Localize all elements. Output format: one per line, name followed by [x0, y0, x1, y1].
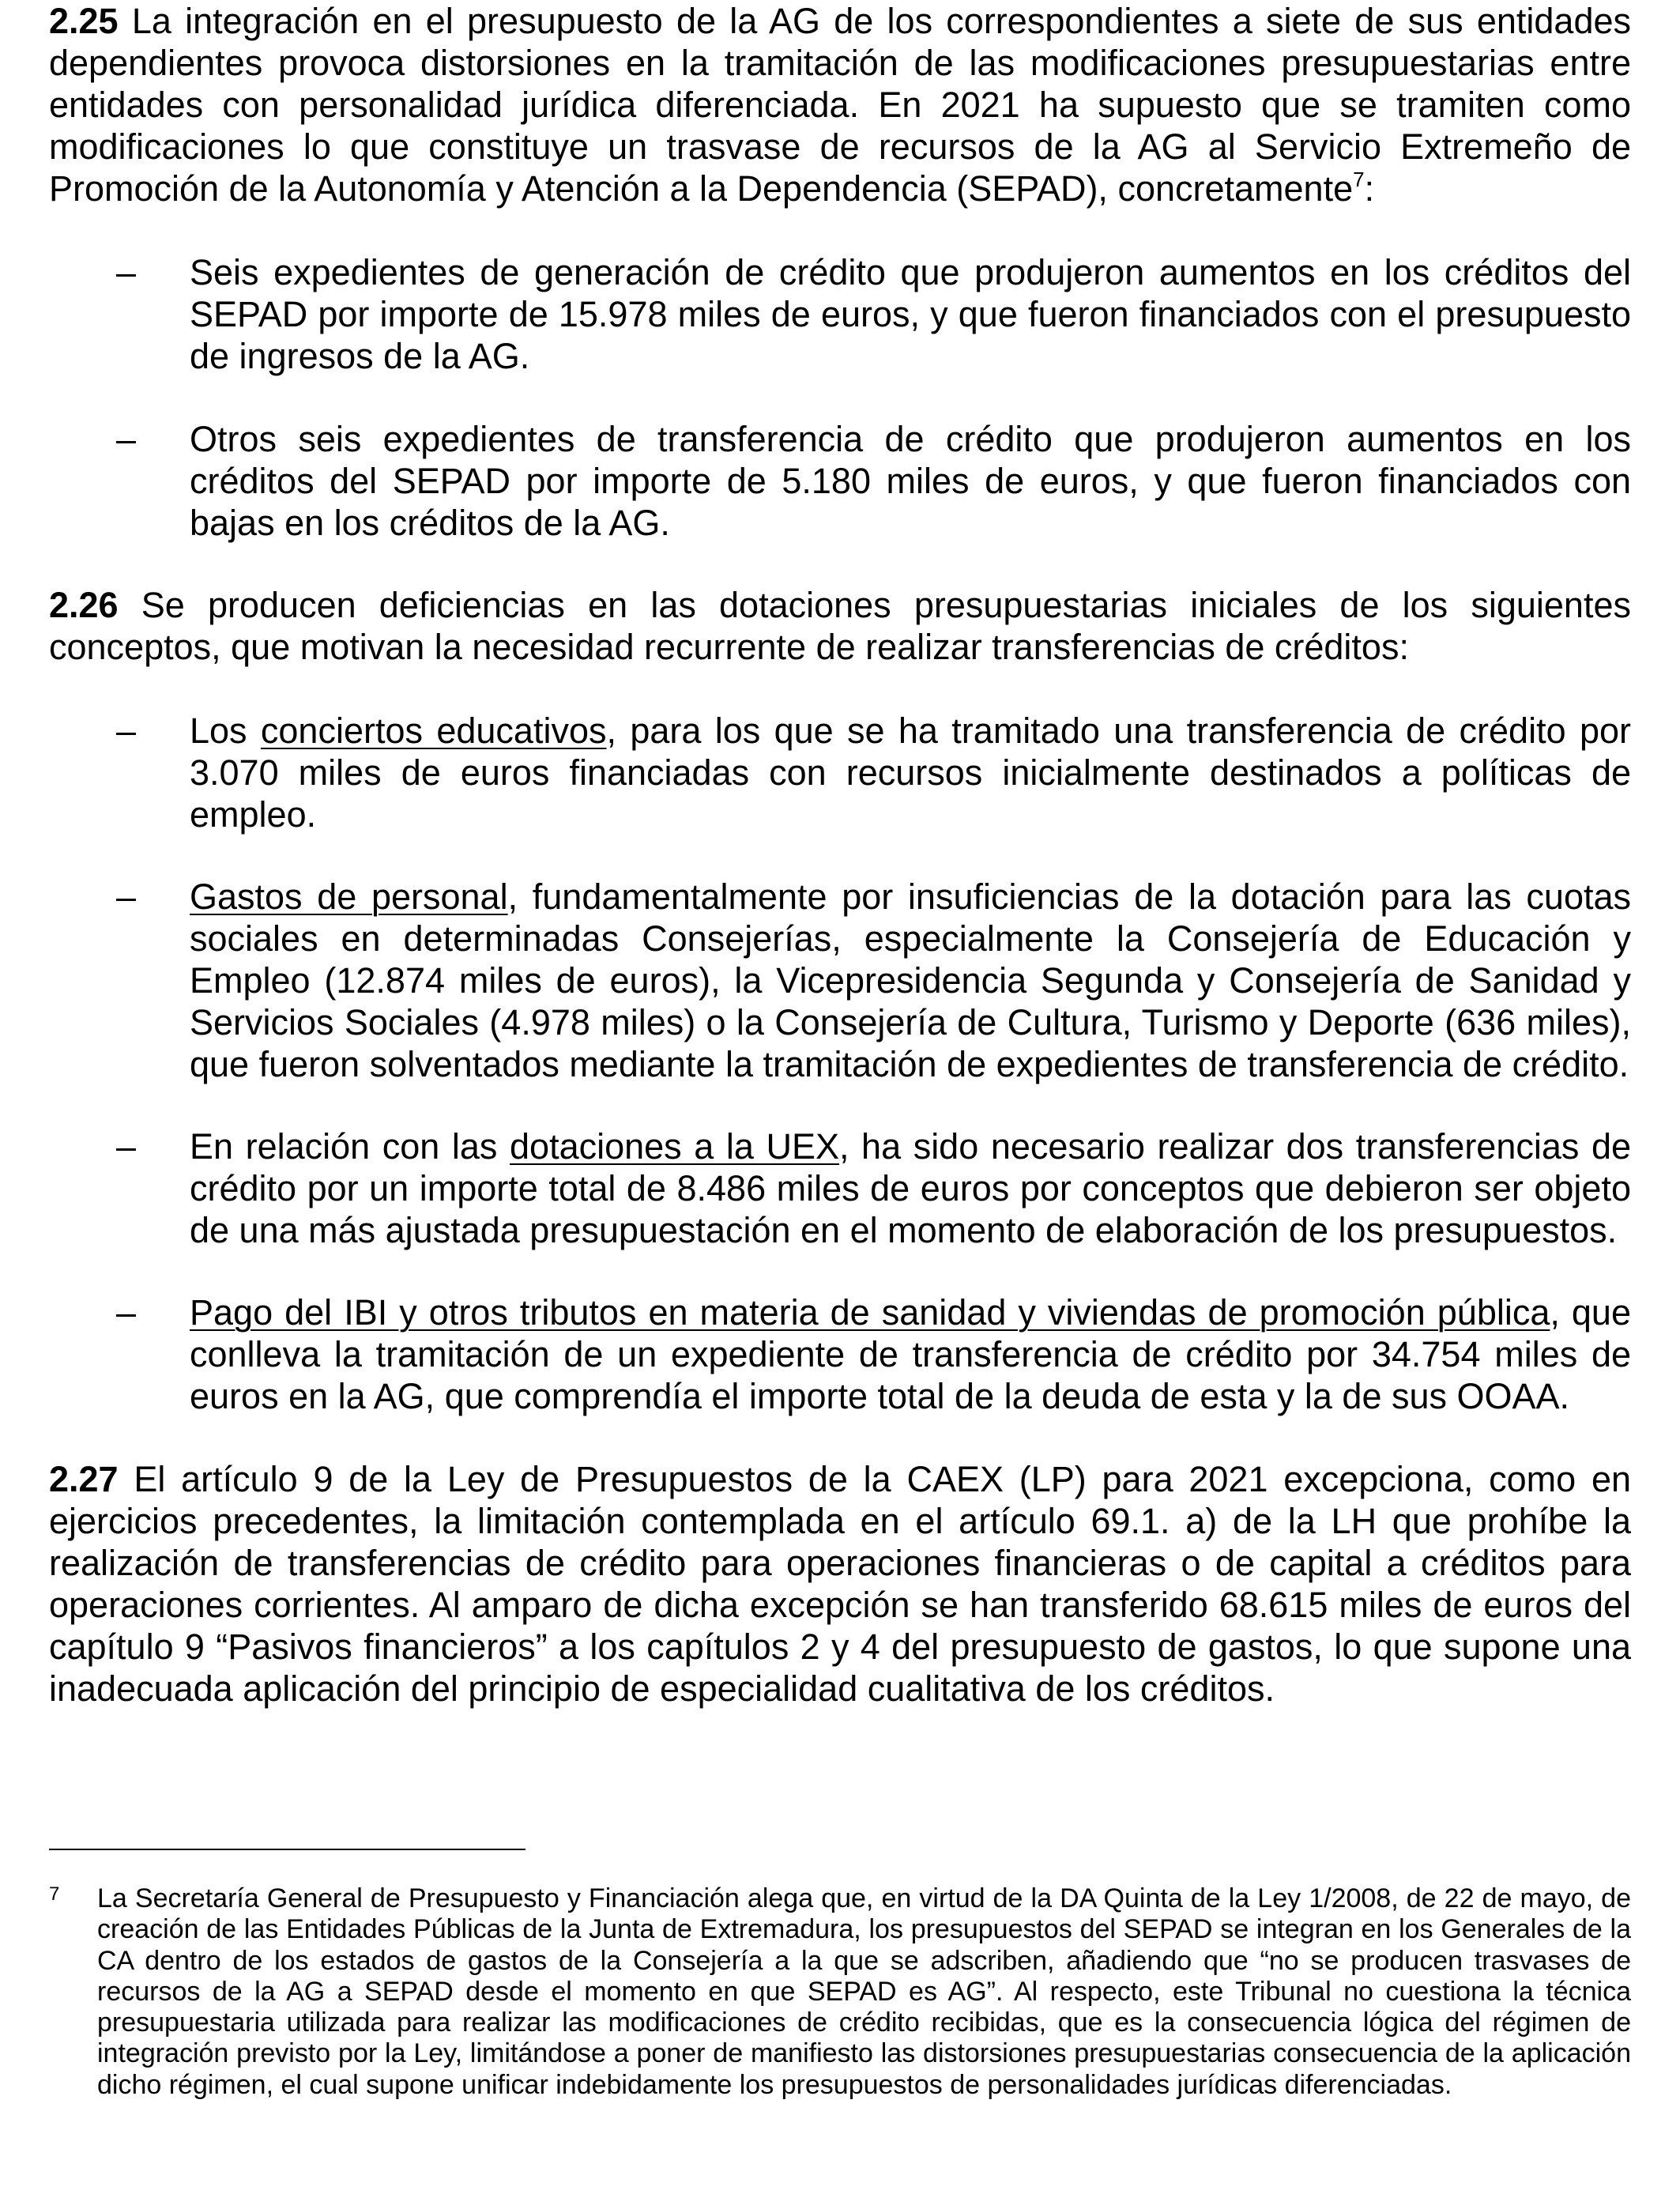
list-item: [49, 1125, 1631, 1251]
dash-bullet: –: [116, 419, 137, 459]
footnote: [49, 1883, 1631, 2101]
footnote-separator: [49, 1849, 525, 1850]
paragraph-2-27: [49, 1458, 1631, 1710]
paragraph-text: La integración en el presupuesto de la AG de los correspondientes a siete de sus entidades dependientes provoca distorsiones en la tramitación de las modificaciones presupuestarias entre entidades con personalidad jurídica diferenciada. En 2021 ha supuesto que se tramiten como modificaciones lo que constituye un trasvase de recursos de la AG al Servicio Extremeño de Promoción de la Autonomía y Atención a la Dependencia (SEPAD), concretamente: [49, 1, 1631, 209]
list-item-text-pre: Los: [190, 711, 261, 751]
list-item-text: Otros seis expedientes de transferencia de crédito que produjeron aumentos en los créditos del SEPAD por importe de 5.180 miles de euros, y que fueron financiados con bajas en los créditos de la AG.: [190, 419, 1631, 543]
paragraph-2-25: [49, 0, 1631, 209]
list-item-text-pre: En relación con las: [190, 1126, 510, 1167]
paragraph-number: 2.26: [49, 585, 119, 625]
footnote-reference[interactable]: 7: [1353, 168, 1365, 191]
list-item-text-post: , ha sido necesario realizar dos transferencias de crédito por un importe total de 8.486 miles de euros por conceptos que debieron ser objeto de una más ajustada presupuestación en el momento de elaboración de los presupuestos.: [190, 1126, 1632, 1250]
dash-bullet: –: [116, 252, 137, 292]
list-item: [49, 876, 1631, 1085]
list-item: [49, 710, 1631, 835]
list-item-text-post: , fundamentalmente por insuficiencias de la dotación para las cuotas sociales en determinadas Consejerías, especialmente la Consejería de Educación y Empleo (12.874 miles de euros), la Vicepresidencia Segunda y Consejería de Sanidad y Servicios Sociales (4.978 miles) o la Consejería de Cultura, Turismo y Deporte (636 miles), que fueron solventados mediante la tramitación de expedientes de transferencia de crédito.: [190, 876, 1631, 1084]
dash-bullet: –: [116, 876, 137, 917]
paragraph-text: Se producen deficiencias en las dotaciones presupuestarias iniciales de los siguientes conceptos, que motivan la necesidad recurrente de realizar transferencias de créditos:: [49, 585, 1631, 667]
paragraph-text: El artículo 9 de la Ley de Presupuestos de la CAEX (LP) para 2021 excepciona, como en ejercicios precedentes, la limitación contemplada en el artículo 69.1. a) de la LH que prohíbe la realización de transferencias de crédito para operaciones financieras o de capital a créditos para operaciones corrientes. Al amparo de dicha excepción se han transferido 68.615 miles de euros del capítulo 9 “Pasivos financieros” a los capítulos 2 y 4 del presupuesto de gastos, lo que supone una inadecuada aplicación del principio de especialidad cualitativa de los créditos.: [49, 1459, 1631, 1709]
underlined-term: Pago del IBI y otros tributos en materia de sanidad y viviendas de promoción pública: [190, 1292, 1550, 1333]
dash-bullet: –: [116, 1126, 137, 1167]
list-item-text-post: , para los que se ha tramitado una transferencia de crédito por 3.070 miles de euros financiadas con recursos inicialmente destinados a políticas de empleo.: [190, 711, 1631, 835]
list-item: [49, 251, 1631, 377]
footnote-number: 7: [49, 1883, 60, 1905]
paragraph-number: 2.25: [49, 1, 119, 41]
paragraph-number: 2.27: [49, 1459, 119, 1499]
list-item-text: Seis expedientes de generación de crédito que produjeron aumentos en los créditos del SEPAD por importe de 15.978 miles de euros, y que fueron financiados con el presupuesto de ingresos de la AG.: [190, 252, 1631, 376]
list-item: [49, 418, 1631, 544]
underlined-term: Gastos de personal: [190, 876, 508, 917]
footnote-text: La Secretaría General de Presupuesto y Financiación alega que, en virtud de la DA Quinta de la Ley 1/2008, de 22 de mayo, de creación de las Entidades Públicas de la Junta de Extremadura, los presupuestos del SEPAD se integran en los Generales de la CA dentro de los estados de gastos de la Consejería a la que se adscriben, añadiendo que “no se producen trasvases de recursos de la AG a SEPAD desde el momento en que SEPAD es AG”. Al respecto, este Tribunal no cuestiona la técnica presupuestaria utilizada para realizar las modificaciones de crédito recibidas, que es la consecuencia lógica del régimen de integración previsto por la Ley, limitándose a poner de manifiesto las distorsiones presupuestarias consecuencia de la aplicación dicho régimen, el cual supone unificar indebidamente los presupuestos de personalidades jurídicas diferenciadas.: [97, 1883, 1631, 2100]
dash-bullet: –: [116, 1292, 137, 1333]
paragraph-text-end: :: [1364, 168, 1375, 209]
paragraph-2-26: [49, 584, 1631, 668]
underlined-term: dotaciones a la UEX: [510, 1126, 839, 1167]
dash-bullet: –: [116, 711, 137, 751]
list-item: [49, 1291, 1631, 1417]
underlined-term: conciertos educativos: [260, 711, 607, 751]
list-item-text-post: , que conlleva la tramitación de un expediente de transferencia de crédito por 34.754 miles de euros en la AG, que comprendía el importe total de la deuda de esta y la de sus OOAA.: [190, 1292, 1631, 1416]
